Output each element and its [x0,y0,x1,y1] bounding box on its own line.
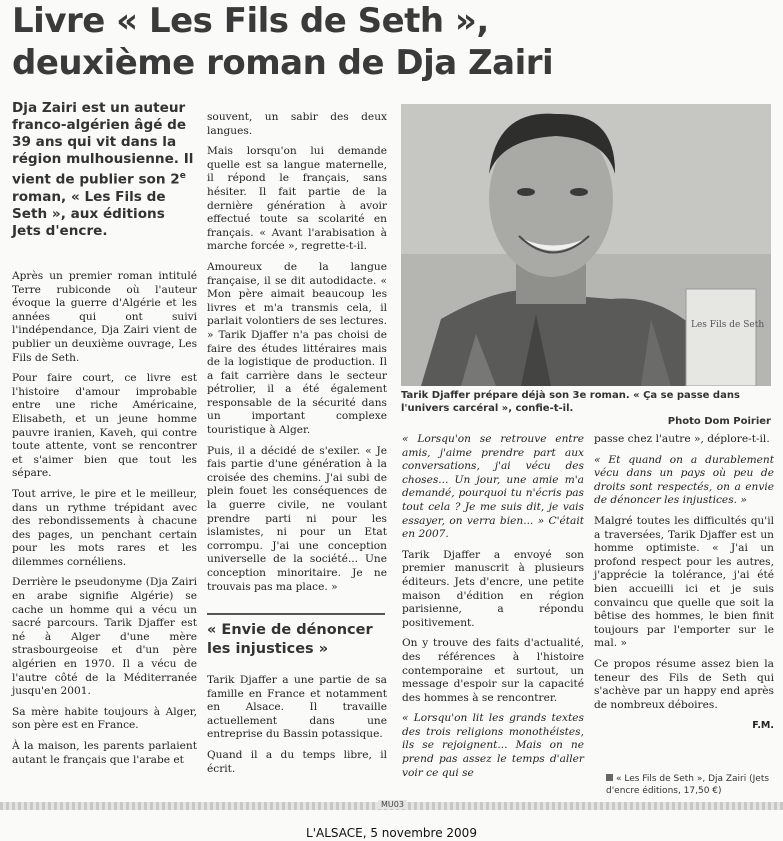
source-citation: L'ALSACE, 5 novembre 2009 [306,826,477,840]
lead-text-2: roman, « Les Fils de Seth », aux éditions Jets d'encre. [12,188,166,239]
paragraph: Derrière le pseudonyme (Dja Zairi en arabe signifie Algérie) se cache un homme qui a vécu un sacré parcours. Tarik Djaffer est né à Alger d'une mère strasbourgeoise et d'un père algérien en 1970. Il a vécu de l'autre côté de la Méditerranée jusqu'en 2001. [12,576,197,698]
author-photo [401,104,771,386]
paragraph: Ce propos résume assez bien la teneur des Fils de Seth qui s'achève par un happy end après de nombreux déboires. [594,657,774,711]
lead-superscript: e [179,171,186,181]
caption-text: Tarik Djaffer prépare déjà son 3e roman. « Ça se passe dans l'univers carcéral », confie-t-il. [401,390,740,414]
column-2 [207,111,387,601]
paragraph: À la maison, les parents parlaient autant le français que l'arabe et [12,740,197,766]
headline-line-1: Livre « Les Fils de Seth », [12,1,489,41]
paragraph: passe chez l'autre », déplore-t-il. [594,433,770,445]
photo-caption [401,389,771,428]
book-label: Les Fils de Seth [691,320,765,330]
paragraph: On y trouve des faits d'actualité, des références à l'histoire contemporaine et surtout, un message d'espoir sur la capacité des hommes à se rencontrer. [402,637,584,704]
paragraph: Amoureux de la langue française, il se dit autodidacte. « Mon père aimait beaucoup les livres et m'a transmis cela, il parlait volontiers de ses lectures. » Tarik Djaffer n'a pas choisi de faire des études littéraires mais de la logistique de production. Il a fait carrière dans le secteur pétrolier, il a été également responsable de la sécurité dans un important complexe touristique à Alger. [207,260,387,437]
paragraph: Après un premier roman intitulé Terre rubiconde où l'auteur évoque la guerre d'Algérie et les années qui ont suivi l'indépendance, Dja Zairi vient de publier un deuxième ouvrage, Les Fils de Seth. [12,270,197,364]
paragraph: Tout arrive, le pire et le meilleur, dans un rythme trépidant avec des rebondissements à chacune des pages, un penchant certain pour les mots rares et les dilemmes cornéliens. [12,487,197,568]
paragraph: Tarik Djaffer a envoyé son premier manuscrit à plusieurs éditeurs. Jets d'encre, une petite maison d'édition en région parisienne, a répondu positivement. [402,548,584,629]
subheading-text: « Envie de dénoncer les injustices » [207,622,373,657]
subheading [207,613,385,659]
author-signature: F.M. [752,720,774,732]
headline [12,0,777,84]
author-portrait-illustration [401,104,771,386]
paragraph: Mais lorsqu'on lui demande quelle est sa langue maternelle, il répond le français, sans hésiter. Il fait partie de la dernière génération à avoir effectué toute sa scolarité en français. « Avant l'arabisation à marche forcée », regrette-t-il. [207,145,387,253]
paragraph: souvent, un sabir des deux langues. [207,111,387,137]
column-1 [12,270,197,774]
paragraph: Malgré toutes les difficultés qu'il a traversées, Tarik Djaffer est un homme optimiste. « J'ai un profond respect pour les autres, j'apprécie la tolérance, j'ai été bien accueilli ici et je suis convaincu que quelle que soit la bêtise des hommes, le bien finit toujours par l'emporter sur le mal. » [594,514,774,650]
column-3 [402,433,584,787]
paragraph: Puis, il a décidé de s'exiler. « Je fais partie d'une génération à la croisée des chemins. J'ai subi de plein fouet les conséquences de la guerre civile, ne voulant prendre parti ni pour les islamistes, ni pour un Etat corrompu. J'ai une conception universelle de la société... Une conception minoritaire. Je ne trouvais pas ma place. » [207,444,387,593]
book-info [606,774,776,797]
book-info-text: « Les Fils de Seth », Dja Zairi (Jets d'encre éditions, 17,50 €) [606,774,770,796]
photo-credit: Photo Dom Poirier [667,416,771,427]
column-4 [594,433,774,733]
bullet-square-icon [606,774,613,781]
paragraph: Tarik Djaffer a une partie de sa famille en France et notamment en Alsace. Il travaille actuellement dans une entreprise du Bassin potassique. [207,674,387,741]
lead-text-1: Dja Zairi est un auteur franco-algérien âgé de 39 ans qui vit dans la région mulhousienne. Il vient de publier son 2 [12,100,194,188]
lead-paragraph [12,100,197,240]
paragraph: « Lorsqu'on lit les grands textes des trois religions monothéistes, ils se rejoignent... Mais on ne prend pas assez le temps d'aller voir ce qui se [402,712,584,779]
paragraph: Sa mère habite toujours à Alger, son père est en France. [12,705,197,732]
headline-line-2: deuxième roman de Dja Zairi [12,43,554,83]
paragraph: « Lorsqu'on se retrouve entre amis, j'aime prendre part aux conversations, j'ai vécu des choses... Un jour, une amie m'a demandé, pourquoi tu n'écris pas tout cela ? Je me suis dit, je vais essayer, on verra bien... » C'était en 2007. [402,433,584,541]
paragraph: Pour faire court, ce livre est l'histoire d'amour improbable entre une riche Américaine, Elisabeth, et un jeune homme pauvre iranien, Kaveh, qui contre toute attente, vont se rencontrer et s'aimer bien que tout les sépare. [12,372,197,480]
paragraph: « Et quand on a durablement vécu dans un pays où peu de droits sont respectés, on a envie de dénoncer les injustices. » [594,453,774,507]
column-2-continued [207,674,387,783]
paragraph: Quand il a du temps libre, il écrit. [207,748,387,775]
page-code: MU03 [378,800,407,809]
